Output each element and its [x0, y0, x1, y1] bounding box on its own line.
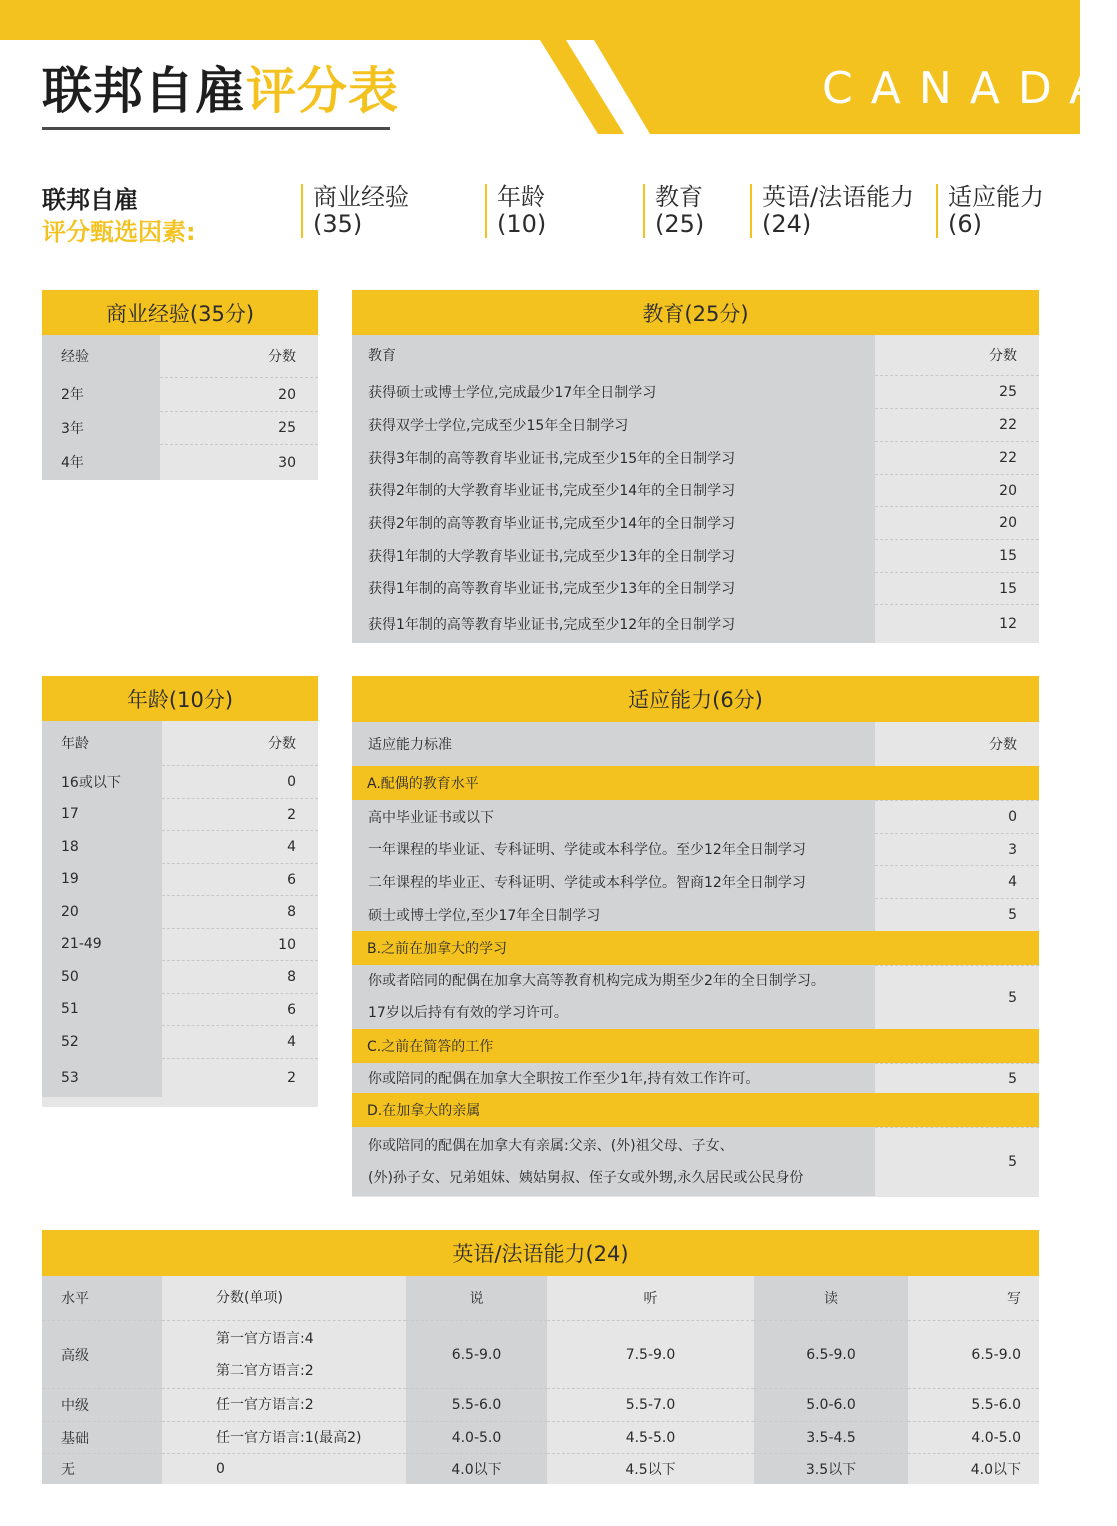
row-label: 16或以下 — [42, 765, 162, 798]
points-cell — [162, 1388, 406, 1421]
listen-cell: 4.5-5.0 — [547, 1421, 754, 1453]
adaptability-table — [352, 676, 1039, 1197]
row-score: 2 — [162, 1058, 318, 1097]
table-header-row — [352, 722, 1039, 766]
language-grid — [42, 1276, 1039, 1484]
read-cell: 3.5以下 — [754, 1453, 908, 1484]
header-cell: 听 — [643, 1291, 658, 1307]
table-row — [352, 898, 1039, 931]
table-row — [352, 539, 1039, 572]
row-label: 17 — [42, 798, 162, 830]
section-d-header: D.在加拿大的亲属 — [352, 1093, 1039, 1127]
table-row — [42, 830, 318, 863]
factor-points: (6) — [948, 210, 982, 238]
row-label-line: (外)孙子女、兄弟姐妹、姨姑舅叔、侄子女或外甥,永久居民或公民身份 — [368, 1169, 804, 1186]
level-cell: 基础 — [42, 1421, 162, 1453]
factor-name: 教育 — [655, 183, 703, 211]
header-cell: 适应能力标准 — [352, 722, 875, 766]
factors-label — [42, 184, 196, 248]
row-label: 二年课程的毕业正、专科证明、学徒或本科学位。智商12年全日制学习 — [352, 865, 875, 898]
row-label: 19 — [42, 863, 162, 895]
factor-business — [301, 184, 409, 238]
table-header-row — [352, 335, 1039, 375]
row-label — [352, 965, 875, 1029]
row-label: 4年 — [42, 444, 160, 480]
table-row — [42, 895, 318, 928]
row-score: 5 — [875, 1063, 1039, 1093]
table-row — [42, 993, 318, 1025]
factor-points: (24) — [762, 210, 812, 238]
table-row — [352, 408, 1039, 441]
education-table — [352, 290, 1039, 643]
row-score: 5 — [875, 898, 1039, 931]
points-cell — [162, 1320, 406, 1388]
listen-cell: 4.5以下 — [547, 1453, 754, 1484]
speak-cell: 5.5-6.0 — [406, 1388, 547, 1421]
factor-points: (25) — [655, 210, 705, 238]
table-row — [42, 377, 318, 411]
factor-adaptability — [936, 184, 1044, 238]
row-score: 15 — [875, 572, 1039, 604]
header-cell: 年龄 — [42, 721, 162, 765]
header-cell: 说 — [406, 1276, 547, 1320]
row-score: 4 — [162, 1025, 318, 1058]
factor-name: 商业经验 — [313, 183, 409, 211]
row-label: 50 — [42, 960, 162, 993]
title-accent: 评分表 — [246, 62, 399, 120]
row-label: 一年课程的毕业证、专科证明、学徒或本科学位。至少12年全日制学习 — [352, 833, 875, 865]
row-score: 20 — [875, 474, 1039, 506]
row-label: 获得1年制的大学教育毕业证书,完成至少13年的全日制学习 — [352, 539, 875, 572]
adaptability-table-title: 适应能力(6分) — [352, 676, 1039, 722]
country-label: CANADA — [822, 63, 1117, 114]
row-label: 获得硕士或博士学位,完成最少17年全日制学习 — [352, 375, 875, 408]
factor-name: 适应能力 — [948, 183, 1044, 211]
row-score: 10 — [162, 928, 318, 960]
row-score: 22 — [875, 441, 1039, 474]
table-header-row — [42, 335, 318, 377]
row-score: 2 — [162, 798, 318, 830]
read-cell: 5.0-6.0 — [754, 1388, 908, 1421]
top-band — [0, 0, 1080, 40]
row-score: 0 — [162, 765, 318, 798]
row-label-line: 你或陪同的配偶在加拿大有亲属:父亲、(外)祖父母、子女、 — [368, 1137, 734, 1154]
row-label-line: 你或者陪同的配偶在加拿大高等教育机构完成为期至少2年的全日制学习。 — [368, 973, 825, 989]
row-label: 3年 — [42, 411, 160, 444]
read-cell: 3.5-4.5 — [754, 1421, 908, 1453]
row-label: 硕士或博士学位,至少17年全日制学习 — [352, 898, 875, 931]
row-label: 获得1年制的高等教育毕业证书,完成至少13年的全日制学习 — [352, 572, 875, 604]
write-cell: 4.0以下 — [908, 1453, 1039, 1484]
table-row — [42, 1388, 1039, 1421]
table-row — [42, 863, 318, 895]
title-dark: 联邦自雇 — [42, 62, 246, 120]
row-label: 20 — [42, 895, 162, 928]
level-cell: 中级 — [42, 1388, 162, 1421]
table-row — [352, 965, 1039, 1029]
row-label: 你或陪同的配偶在加拿大全职按工作至少1年,持有效工作许可。 — [352, 1063, 875, 1093]
factors-label-line2: 评分甄选因素: — [42, 218, 196, 246]
language-table-title: 英语/法语能力(24) — [42, 1230, 1039, 1276]
table-row — [42, 960, 318, 993]
row-score: 20 — [875, 506, 1039, 539]
row-score: 6 — [162, 993, 318, 1025]
table-row — [42, 1058, 318, 1097]
section-c-header: C.之前在简答的工作 — [352, 1029, 1039, 1063]
table-row — [352, 441, 1039, 474]
points-line: 任一官方语言:1(最高2) — [216, 1429, 362, 1446]
speak-cell: 6.5-9.0 — [406, 1320, 547, 1388]
table-row — [42, 765, 318, 798]
points-line: 0 — [216, 1461, 225, 1477]
header-cell: 经验 — [42, 335, 160, 377]
row-score: 25 — [875, 375, 1039, 408]
factor-name: 英语/法语能力 — [762, 183, 915, 211]
language-table — [42, 1230, 1039, 1484]
table-row — [42, 444, 318, 480]
row-score: 12 — [875, 604, 1039, 643]
row-score: 5 — [875, 1127, 1039, 1196]
age-table-title: 年龄(10分) — [42, 676, 318, 721]
table-row — [42, 798, 318, 830]
row-label: 获得双学士学位,完成至少15年全日制学习 — [352, 408, 875, 441]
factors-label-line1: 联邦自雇 — [42, 186, 138, 214]
level-cell: 高级 — [42, 1320, 162, 1388]
listen-cell: 7.5-9.0 — [547, 1320, 754, 1388]
level-cell: 无 — [42, 1453, 162, 1484]
row-score: 6 — [162, 863, 318, 895]
row-label: 52 — [42, 1025, 162, 1058]
points-cell — [162, 1453, 406, 1484]
row-label: 获得3年制的高等教育毕业证书,完成至少15年的全日制学习 — [352, 441, 875, 474]
points-line: 任一官方语言:2 — [216, 1397, 314, 1413]
header-cell-text: 分数(单项) — [216, 1290, 283, 1306]
section-b-header: B.之前在加拿大的学习 — [352, 931, 1039, 965]
write-cell: 6.5-9.0 — [908, 1320, 1039, 1388]
row-score: 15 — [875, 539, 1039, 572]
factor-points: (35) — [313, 210, 363, 238]
table-header-row — [42, 721, 318, 765]
factor-education — [643, 184, 704, 238]
write-cell: 5.5-6.0 — [908, 1388, 1039, 1421]
row-label: 51 — [42, 993, 162, 1025]
row-score: 0 — [875, 800, 1039, 833]
table-row — [352, 375, 1039, 408]
speak-cell: 4.0以下 — [406, 1453, 547, 1484]
row-label: 18 — [42, 830, 162, 863]
row-label: 53 — [42, 1058, 162, 1097]
points-line: 第二官方语言:2 — [216, 1362, 314, 1379]
factor-name: 年龄 — [497, 183, 545, 211]
row-label-line: 17岁以后持有有效的学习许可。 — [368, 1005, 568, 1021]
factor-points: (10) — [497, 210, 547, 238]
table-row — [352, 474, 1039, 506]
row-score: 20 — [160, 377, 318, 411]
table-row — [42, 1453, 1039, 1484]
business-table-title: 商业经验(35分) — [42, 290, 318, 335]
table-row — [352, 865, 1039, 898]
row-score: 5 — [875, 965, 1039, 1029]
table-row — [352, 572, 1039, 604]
row-label — [352, 1127, 875, 1196]
business-table — [42, 290, 318, 480]
header-cell: 读 — [754, 1276, 908, 1320]
read-cell: 6.5-9.0 — [754, 1320, 908, 1388]
row-label: 获得2年制的高等教育毕业证书,完成至少14年的全日制学习 — [352, 506, 875, 539]
table-row — [42, 1025, 318, 1058]
page-title — [42, 62, 399, 120]
table-row — [42, 1320, 1039, 1388]
speak-cell: 4.0-5.0 — [406, 1421, 547, 1453]
points-line: 第一官方语言:4 — [216, 1330, 314, 1347]
header-cell — [162, 1276, 406, 1320]
table-row — [42, 411, 318, 444]
table-row — [352, 604, 1039, 643]
section-a-header: A.配偶的教育水平 — [352, 766, 1039, 800]
factor-age — [485, 184, 546, 238]
title-underline — [42, 127, 390, 130]
row-score: 25 — [160, 411, 318, 444]
row-label: 高中毕业证书或以下 — [352, 800, 875, 833]
row-label: 获得2年制的大学教育毕业证书,完成至少14年的全日制学习 — [352, 474, 875, 506]
listen-cell: 5.5-7.0 — [547, 1388, 754, 1421]
header-cell: 分数 — [989, 737, 1017, 753]
row-label: 21-49 — [42, 928, 162, 960]
education-table-title: 教育(25分) — [352, 290, 1039, 335]
row-score: 8 — [162, 895, 318, 928]
table-row — [42, 928, 318, 960]
row-label: 2年 — [42, 377, 160, 411]
points-cell — [162, 1421, 406, 1453]
write-cell: 4.0-5.0 — [908, 1421, 1039, 1453]
factor-language — [750, 184, 914, 238]
header-cell: 教育 — [352, 335, 875, 375]
table-row — [42, 1421, 1039, 1453]
table-row — [352, 1127, 1039, 1196]
header-cell: 分数 — [268, 736, 296, 752]
age-table — [42, 676, 318, 1107]
header-cell: 水平 — [42, 1276, 162, 1320]
row-score: 22 — [875, 408, 1039, 441]
header-cell: 分数 — [989, 348, 1017, 364]
table-header-row — [42, 1276, 1039, 1320]
table-row — [352, 1063, 1039, 1093]
table-row — [352, 800, 1039, 833]
header-cell: 分数 — [268, 349, 296, 365]
row-score: 4 — [875, 865, 1039, 898]
row-label: 获得1年制的高等教育毕业证书,完成至少12年的全日制学习 — [352, 604, 875, 643]
header-cell: 写 — [1007, 1291, 1021, 1307]
row-score: 3 — [875, 833, 1039, 865]
row-score: 8 — [162, 960, 318, 993]
table-row — [352, 833, 1039, 865]
table-row — [352, 506, 1039, 539]
row-score: 30 — [160, 444, 318, 480]
row-score: 4 — [162, 830, 318, 863]
